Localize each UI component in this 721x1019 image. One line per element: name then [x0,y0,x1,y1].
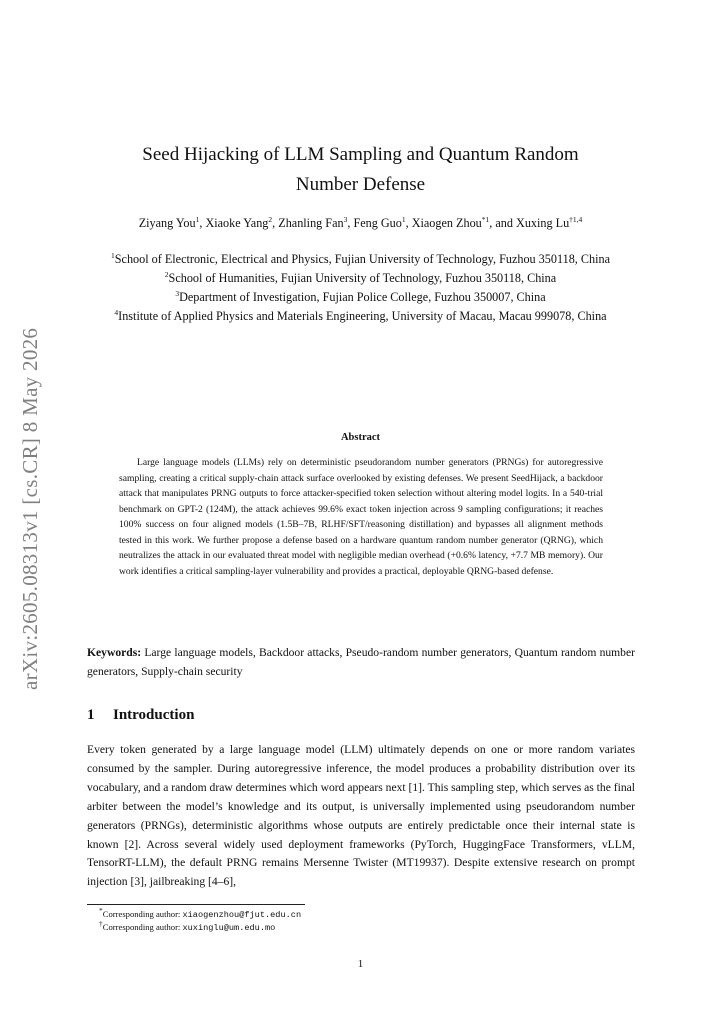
footnote-rule [87,904,305,905]
intro-paragraph: Every token generated by a large language model (LLM) ultimately depends on one or more random variates consumed by the sampler. During autoregressive inference, the model produces a probability distribution over its vocabulary, and a random draw determines which word appears next [1]. This sampling step, which serves as the final arbiter between the model’s knowledge and its output, is universally implemented using pseudorandom number generators (PRNGs), deterministic algorithms whose outputs are entirely predictable once their internal state is known [2]. Across several widely used deployment frameworks (PyTorch, HuggingFace Transformers, vLLM, TensorRT-LLM), the default PRNG remains Mersenne Twister (MT19937). Despite extensive research on prompt injection [3], jailbreaking [4–6], [87,743,635,889]
title-line-1: Seed Hijacking of LLM Sampling and Quantum Random [142,144,579,165]
section-title: Introduction [113,707,195,723]
affiliation [80,288,641,307]
author-name: Ziyang You [138,216,196,230]
footnote-mark: † [99,919,103,929]
author-affiliation-mark: 2 [268,214,273,224]
affiliation [80,269,641,288]
author-affiliation-mark: *1 [481,214,490,224]
author-affiliation-mark: 1 [195,214,200,224]
affiliation-text: Institute of Applied Physics and Materials Engineering, University of Macau, Macau 999078, China [118,309,607,323]
footnote [99,921,619,934]
abstract-body: Large language models (LLMs) rely on deterministic pseudorandom number generators (PRNGs) for autoregressive sampling, creating a critical supply-chain attack surface overlooked by existing defenses. We present SeedHijack, a backdoor attack that manipulates PRNG outputs to force attacker-specified token selection without altering model logits. In a 540-trial benchmark on GPT-2 (124M), the attack achieves 99.6% exact token injection across 9 sampling configurations; it reaches 100% success on four aligned models (1.5B–7B, RLHF/SFT/reasoning distillation) and bypasses all alignment methods tested in this work. We further propose a defense based on a hardware quantum random number generator (QRNG), which neutralizes the attack in our evaluated threat model with negligible median overhead (+0.6% latency, +7.7 MB memory). Our work identifies a critical sampling-layer vulnerability and provides a practical, deployable QRNG-based defense. [119,457,603,577]
affiliation-mark: 1 [111,250,115,260]
author-name: Xuxing Lu [516,216,570,230]
affiliation-list [80,250,641,326]
affiliation [80,307,641,326]
author-name: Feng Guo [353,216,402,230]
affiliation-text: School of Electronic, Electrical and Physics, Fujian University of Technology, Fuzhou 350118, China [114,252,610,266]
footnote-mark: * [99,906,103,916]
footnote-label: Corresponding author: [102,922,181,932]
keywords-text: Large language models, Backdoor attacks, Pseudo-random number generators, Quantum random number generators, Supply-chain security [87,646,635,678]
section-heading [87,707,635,724]
abstract-heading: Abstract [340,432,381,443]
keywords [87,643,635,681]
author-affiliation-mark: 1 [401,214,406,224]
author-list [0,216,721,231]
section-number: 1 [87,707,95,723]
author-separator: , [199,216,206,230]
author-separator: , and [489,216,517,230]
author-name: Zhanling Fan [278,216,344,230]
author-affiliation-mark: 3 [343,214,348,224]
affiliation-mark: 4 [114,307,119,317]
title-line-2: Number Defense [295,174,426,195]
affiliation-text: School of Humanities, Fujian University of Technology, Fuzhou 350118, China [168,271,557,285]
keywords-label: Keywords: [87,646,142,659]
footnotes [99,908,619,934]
footnote [99,908,619,921]
affiliation [80,250,641,269]
author-name: Xiaogen Zhou [411,216,482,230]
footnote-email: xiaogenzhou@fjut.edu.cn [182,910,302,920]
affiliation-text: Department of Investigation, Fujian Police College, Fuzhou 350007, China [179,290,546,304]
page-number: 1 [357,958,364,970]
author-affiliation-mark: †1,4 [569,214,583,224]
paper-title [0,140,721,200]
footnote-email: xuxinglu@um.edu.mo [182,923,276,933]
footnote-label: Corresponding author: [102,909,181,919]
author-separator: , [347,216,354,230]
affiliation-mark: 3 [175,288,180,298]
author-separator: , [405,216,412,230]
affiliation-mark: 2 [164,269,169,279]
arxiv-identifier: arXiv:2605.08313v1 [cs.CR] 8 May 2026 [18,327,42,690]
author-separator: , [272,216,279,230]
author-name: Xiaoke Yang [205,216,269,230]
